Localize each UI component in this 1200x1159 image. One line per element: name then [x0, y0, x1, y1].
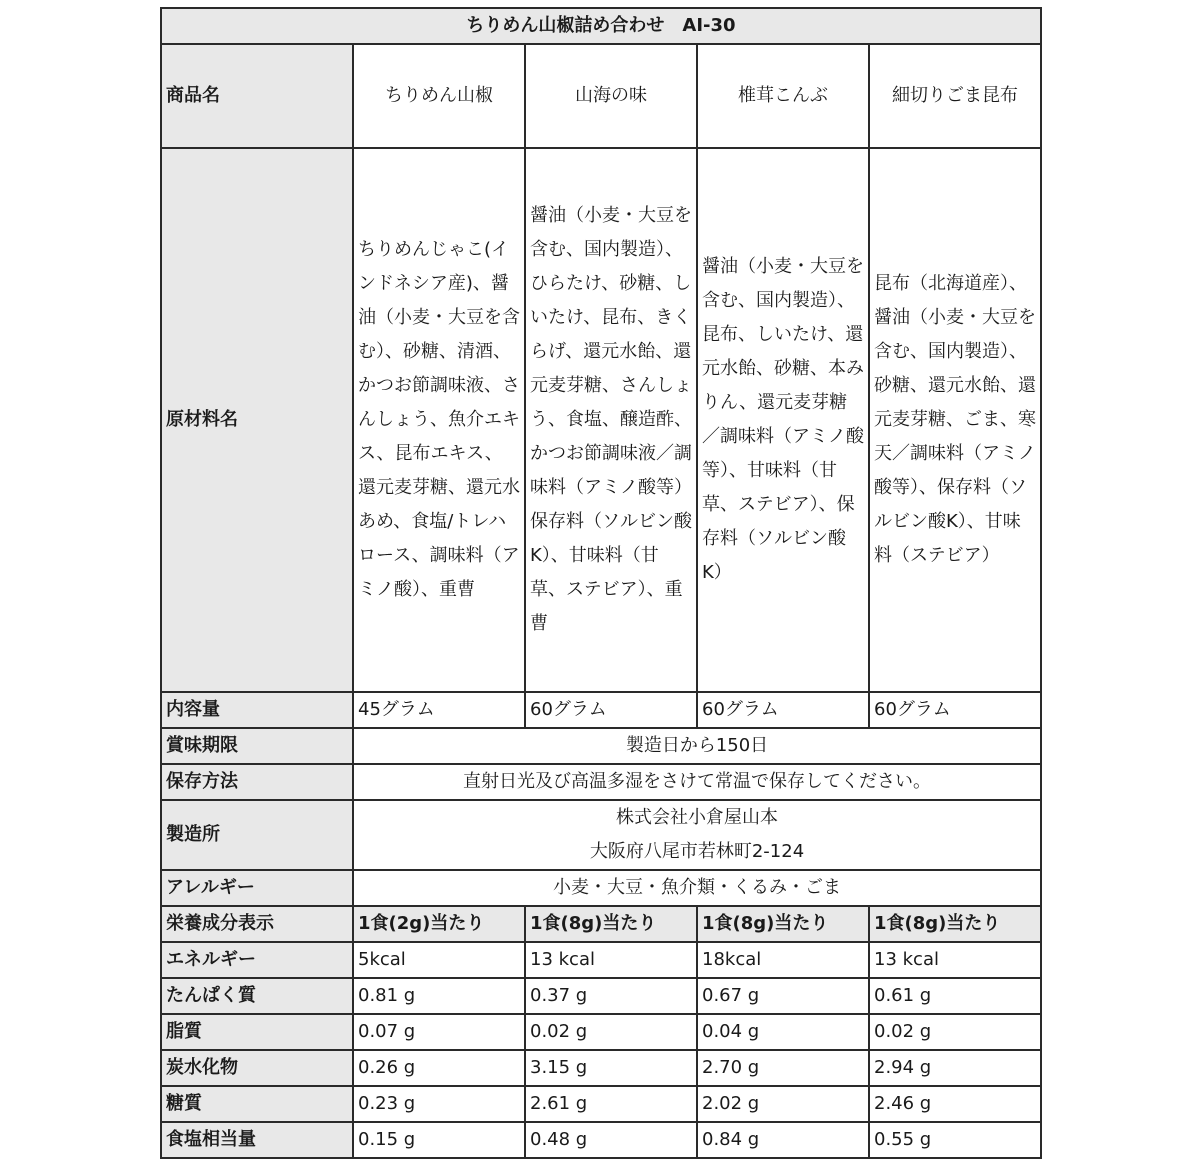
fat-4: 0.02 g — [869, 1014, 1041, 1050]
nutrient-label-energy: エネルギー — [161, 942, 353, 978]
sugar-3: 2.02 g — [697, 1086, 869, 1122]
nutrient-row-carbs — [161, 1050, 1041, 1086]
serving-2: 1食(8g)当たり — [525, 906, 697, 942]
product-name-2: 山海の味 — [525, 44, 697, 148]
best-before-value: 製造日から150日 — [353, 728, 1041, 764]
best-before-label: 賞味期限 — [161, 728, 353, 764]
energy-3: 18kcal — [697, 942, 869, 978]
salt-1: 0.15 g — [353, 1122, 525, 1158]
nutrient-row-protein — [161, 978, 1041, 1014]
product-name-4: 細切りごま昆布 — [869, 44, 1041, 148]
salt-4: 0.55 g — [869, 1122, 1041, 1158]
salt-3: 0.84 g — [697, 1122, 869, 1158]
protein-4: 0.61 g — [869, 978, 1041, 1014]
manufacturer-address: 大阪府八尾市若林町2-124 — [589, 841, 805, 862]
energy-1: 5kcal — [353, 942, 525, 978]
product-name-3: 椎茸こんぶ — [697, 44, 869, 148]
carbs-1: 0.26 g — [353, 1050, 525, 1086]
nutrient-label-carbs: 炭水化物 — [161, 1050, 353, 1086]
energy-2: 13 kcal — [525, 942, 697, 978]
fat-2: 0.02 g — [525, 1014, 697, 1050]
content-1: 45グラム — [353, 692, 525, 728]
allergy-label: アレルギー — [161, 870, 353, 906]
fat-3: 0.04 g — [697, 1014, 869, 1050]
product-name-label: 商品名 — [161, 44, 353, 148]
protein-1: 0.81 g — [353, 978, 525, 1014]
nutrient-label-fat: 脂質 — [161, 1014, 353, 1050]
serving-1: 1食(2g)当たり — [353, 906, 525, 942]
protein-3: 0.67 g — [697, 978, 869, 1014]
nutrient-label-sugar: 糖質 — [161, 1086, 353, 1122]
serving-3: 1食(8g)当たり — [697, 906, 869, 942]
product-name-1: ちりめん山椒 — [353, 44, 525, 148]
table-title: ちりめん山椒詰め合わせ AI-30 — [161, 8, 1041, 44]
serving-4: 1食(8g)当たり — [869, 906, 1041, 942]
sugar-4: 2.46 g — [869, 1086, 1041, 1122]
carbs-2: 3.15 g — [525, 1050, 697, 1086]
content-2: 60グラム — [525, 692, 697, 728]
nutrition-label: 栄養成分表示 — [161, 906, 353, 942]
manufacturer-name: 株式会社小倉屋山本 — [616, 807, 778, 828]
ingredients-2: 醤油（小麦・大豆を含む、国内製造）、ひらたけ、砂糖、しいたけ、昆布、きくらげ、還元水飴、還元麦芽糖、さんしょう、食塩、醸造酢、かつお節調味液／調味料（アミノ酸等）保存料（ソルビン酸K）、甘味料（甘草、ステビア）、重曹 — [525, 148, 697, 692]
title-row — [161, 8, 1041, 44]
manufacturer-label: 製造所 — [161, 800, 353, 870]
nutrient-label-protein: たんぱく質 — [161, 978, 353, 1014]
product-spec-table — [160, 7, 1042, 1159]
ingredients-label: 原材料名 — [161, 148, 353, 692]
ingredients-4: 昆布（北海道産）、醤油（小麦・大豆を含む、国内製造）、砂糖、還元水飴、還元麦芽糖、ごま、寒天／調味料（アミノ酸等）、保存料（ソルビン酸K）、甘味料（ステビア） — [869, 148, 1041, 692]
nutrient-row-sugar — [161, 1086, 1041, 1122]
fat-1: 0.07 g — [353, 1014, 525, 1050]
nutrient-label-salt: 食塩相当量 — [161, 1122, 353, 1158]
sugar-1: 0.23 g — [353, 1086, 525, 1122]
manufacturer-value — [353, 800, 1041, 870]
storage-value: 直射日光及び高温多湿をさけて常温で保存してください。 — [353, 764, 1041, 800]
content-label: 内容量 — [161, 692, 353, 728]
content-row — [161, 692, 1041, 728]
nutrition-header-row — [161, 906, 1041, 942]
carbs-4: 2.94 g — [869, 1050, 1041, 1086]
best-before-row — [161, 728, 1041, 764]
nutrient-row-salt — [161, 1122, 1041, 1158]
nutrient-row-energy — [161, 942, 1041, 978]
manufacturer-row — [161, 800, 1041, 870]
allergy-row — [161, 870, 1041, 906]
allergy-value: 小麦・大豆・魚介類・くるみ・ごま — [353, 870, 1041, 906]
carbs-3: 2.70 g — [697, 1050, 869, 1086]
salt-2: 0.48 g — [525, 1122, 697, 1158]
ingredients-1: ちりめんじゃこ(インドネシア産)、醤油（小麦・大豆を含む）、砂糖、清酒、かつお節調味液、さんしょう、魚介エキス、昆布エキス、還元麦芽糖、還元水あめ、食塩/トレハロース、調味料（アミノ酸）、重曹 — [353, 148, 525, 692]
energy-4: 13 kcal — [869, 942, 1041, 978]
storage-label: 保存方法 — [161, 764, 353, 800]
content-3: 60グラム — [697, 692, 869, 728]
product-name-row — [161, 44, 1041, 148]
nutrient-row-fat — [161, 1014, 1041, 1050]
ingredients-row — [161, 148, 1041, 692]
protein-2: 0.37 g — [525, 978, 697, 1014]
sugar-2: 2.61 g — [525, 1086, 697, 1122]
storage-row — [161, 764, 1041, 800]
ingredients-3: 醤油（小麦・大豆を含む、国内製造）、昆布、しいたけ、還元水飴、砂糖、本みりん、還元麦芽糖／調味料（アミノ酸等）、甘味料（甘草、ステビア）、保存料（ソルビン酸K） — [697, 148, 869, 692]
content-4: 60グラム — [869, 692, 1041, 728]
